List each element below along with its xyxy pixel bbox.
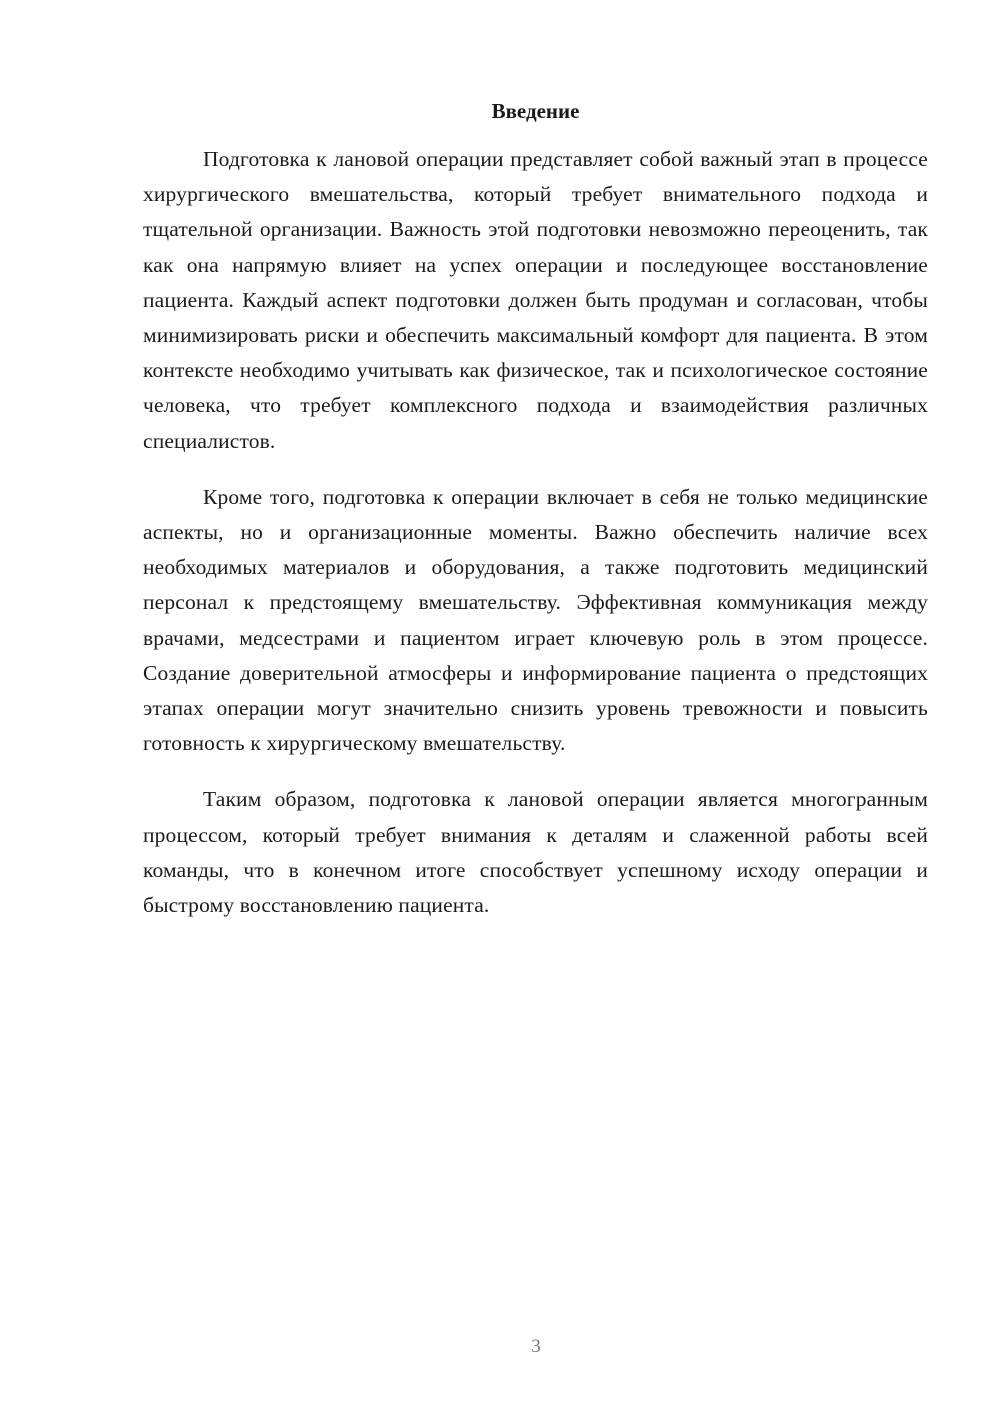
- page-number: 3: [531, 1336, 541, 1357]
- paragraph-3: Таким образом, подготовка к лановой операции является многогранным процессом, который требует внимания к деталям и слаженной работы всей команды, что в конечном итоге способствует успешному исходу операции и быстрому восстановлению пациента.: [143, 787, 928, 918]
- paragraph-1: Подготовка к лановой операции представляет собой важный этап в процессе хирургического вмешательства, который требует внимательного подхода и тщательной организации. Важность этой подготовки невозможно переоценить, так как она напрямую влияет на успех операции и последующее восстановление пациента. Каждый аспект подготовки должен быть продуман и согласован, чтобы минимизировать риски и обеспечить максимальный комфорт для пациента. В этом контексте необходимо учитывать как физическое, так и психологическое состояние человека, что требует комплексного подхода и взаимодействия различных специалистов.: [143, 147, 928, 453]
- section-title: Введение: [491, 99, 580, 123]
- document-body: [143, 142, 928, 944]
- paragraph-2: Кроме того, подготовка к операции включает в себя не только медицинские аспекты, но и организационные моменты. Важно обеспечить наличие всех необходимых материалов и оборудования, а также подготовить медицинский персонал к предстоящему вмешательству. Эффективная коммуникация между врачами, медсестрами и пациентом играет ключевую роль в этом процессе. Создание доверительной атмосферы и информирование пациента о предстоящих этапах операции могут значительно снизить уровень тревожности и повысить готовность к хирургическому вмешательству.: [143, 484, 928, 756]
